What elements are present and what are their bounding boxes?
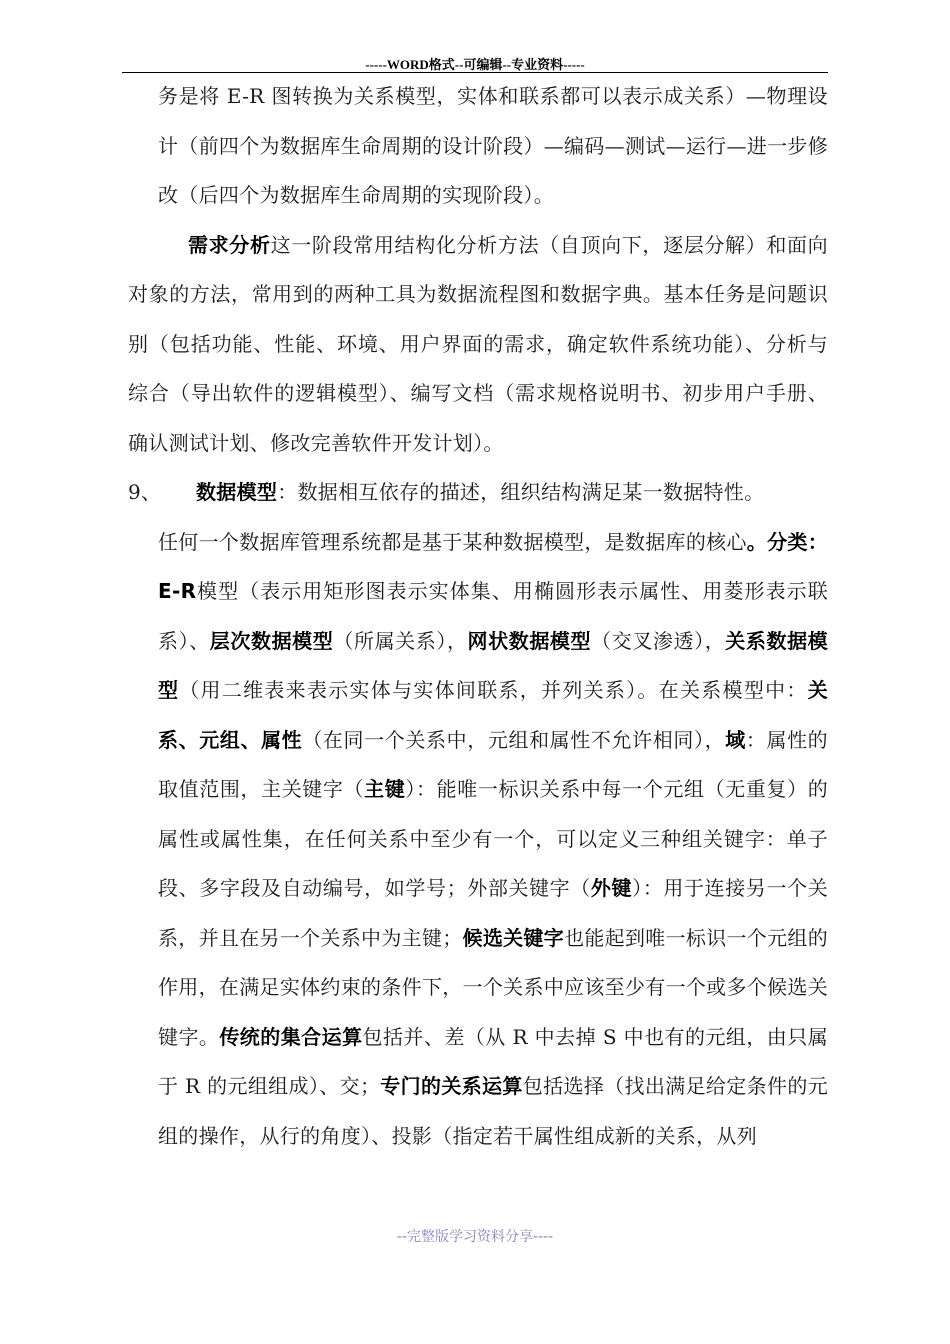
term-set-operations: 传统的集合运算	[219, 1024, 363, 1049]
term-candidate-key: 候选关键字	[462, 925, 565, 950]
term-domain: 域	[725, 727, 746, 752]
term-requirements-analysis: 需求分析	[188, 232, 271, 257]
document-body	[128, 72, 828, 1161]
term-foreign-key: 外键	[590, 876, 633, 900]
term-hierarchical-model: 层次数据模型	[209, 628, 334, 653]
term-relational-model: 关系数据模型	[158, 628, 828, 702]
paragraph-text: ：数据相互依存的描述，组织结构满足某一数据特性。	[277, 480, 765, 504]
paragraph-text: ）：能唯一标识关系中每一个元组（无重复）的属性或属性集，在任何关系中至少有一个，可以定义三种组关键字：单子段、多字段及自动编号，如学号；外部关键字（	[158, 777, 828, 900]
term-relational-operations: 专门的关系运算	[380, 1074, 523, 1098]
paragraph-design-stages	[128, 72, 828, 221]
page-footer: --完整版学习资料分享----	[396, 1229, 554, 1245]
term-primary-key: 主键	[364, 777, 406, 801]
paragraph-text: 包括并、差（从 R 中去掉 S 中也有的元组，由只属于 R 的元组组成）、交；	[158, 1024, 828, 1098]
paragraph-text: 包括选择（找出满足给定条件的元组的操作，从行的角度）、投影（指定若干属性组成新的关系，从列	[158, 1074, 828, 1148]
paragraph-text: 也能起到唯一标识一个元组的作用，在满足实体约束的条件下，一个关系中应该至少有一个或多个候选关键字。	[158, 925, 829, 1049]
bold-period: 。	[746, 529, 768, 554]
paragraph-text: （交叉渗透），	[591, 628, 726, 653]
paragraph-data-model-heading	[128, 468, 828, 518]
item-number: 9、	[128, 480, 162, 504]
term-relation-tuple-attribute: 关系、元组、属性	[158, 678, 828, 752]
paragraph-text: ：属性的取值范围，主关键字（	[158, 727, 828, 801]
paragraph-text: （在同一个关系中，元组和属性不允许相同），	[302, 727, 726, 752]
paragraph-text: 任何一个数据库管理系统都是基于某种数据模型，是数据库的核心	[158, 529, 747, 554]
paragraph-text: （所属关系），	[333, 628, 468, 653]
paragraph-text: ）：用于连接另一个关系，并且在另一个关系中为主键；	[158, 876, 828, 950]
paragraph-text: 这一阶段常用结构化分析方法（自顶向下，逐层分解）和面向对象的方法，常用到的两种工具为数据流程图和数据字典。基本任务是问题识别（包括功能、性能、环境、用户界面的需求，确定软件系统功能）、分析与综合（导出软件的逻辑模型）、编写文档（需求规格说明书、初步用户手册、确认测试计划、修改完善软件开发计划）。	[128, 232, 828, 455]
paragraph-text: （用二维表来表示实体与实体间联系，并列关系）。在关系模型中：	[179, 678, 808, 702]
term-network-model: 网状数据模型	[467, 628, 592, 653]
term-classification: 分类：E-R	[158, 529, 828, 603]
paragraph-data-model-details	[128, 518, 828, 1162]
term-data-model: 数据模型	[196, 480, 278, 504]
page-header: -----WORD格式--可编辑--专业资料-----	[365, 57, 585, 72]
paragraph-text: 模型（表示用矩形图表示实体集、用椭圆形表示属性、用菱形表示联系）、	[158, 579, 828, 653]
paragraph-requirements-analysis	[128, 221, 828, 469]
paragraph-text: 务是将 E-R 图转换为关系模型，实体和联系都可以表示成关系）—物理设计（前四个为数据库生命周期的设计阶段）—编码—测试—运行—进一步修改（后四个为数据库生命周期的实现阶段）。	[158, 84, 828, 207]
